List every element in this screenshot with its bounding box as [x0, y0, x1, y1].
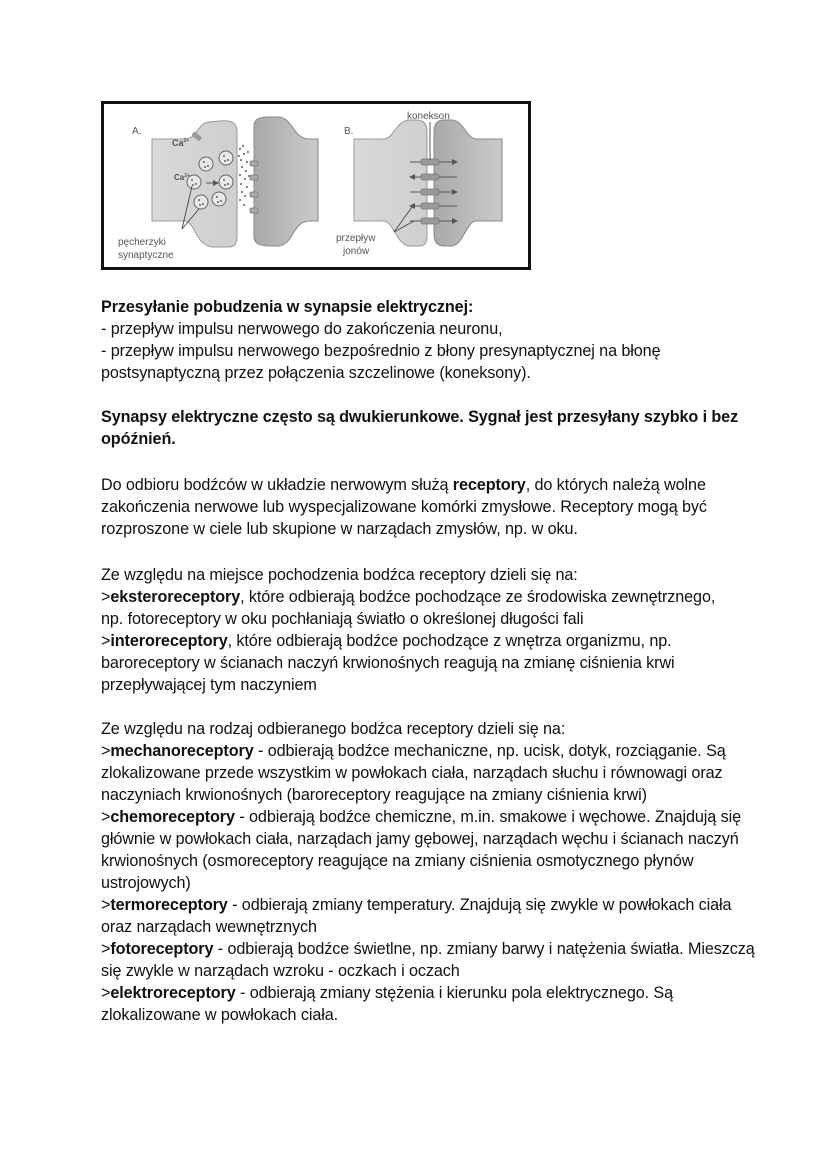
section-intro: Ze względu na rodzaj odbieranego bodźca receptory dzieli się na:	[101, 720, 566, 738]
term-fotoreceptory: fotoreceptory	[110, 940, 214, 958]
list-item: >elektroreceptory - odbierają zmiany stężenia i kierunku pola elektrycznego. Są zlokalizowane w powłokach ciała.	[101, 984, 674, 1024]
list-item: >interoreceptory, które odbierają bodźce pochodzące z wnętrza organizmu, np. baroreceptory w ścianach naczyń krwionośnych reagują na zmianę ciśnienia krwi przepływającej tym naczyniem	[101, 632, 675, 694]
list-item: >chemoreceptory - odbierają bodźce chemiczne, m.in. smakowe i węchowe. Znajdują się głównie w powłokach ciała, narządach jamy gębowej, narządach węchu i ścianach naczyń krwionośnych (osmoreceptory reagujące na zmiany ciśnienia osmotycznego płynów ustrojowych)	[101, 808, 741, 892]
list-item: >eksteroreceptory, które odbierają bodźce pochodzące ze środowiska zewnętrznego, np. fotoreceptory w oku pochłaniają światło o określonej długości fali	[101, 588, 716, 628]
list-item: >termoreceptory - odbierają zmiany temperatury. Znajdują się zwykle w powłokach ciała oraz narządach wewnętrznych	[101, 896, 732, 936]
list-item: >mechanoreceptory - odbierają bodźce mechaniczne, np. ucisk, dotyk, rozciąganie. Są zlokalizowane przede wszystkim w powłokach ciała, narządach słuchu i równowagi oraz naczyniach krwionośnych (baroreceptory reagujące na zmiany ciśnienia krwi)	[101, 742, 726, 804]
term-chemoreceptory: chemoreceptory	[110, 808, 235, 826]
synapse-diagram	[101, 101, 531, 270]
receptors-by-origin-section	[101, 564, 741, 696]
list-item: - przepływ impulsu nerwowego do zakończenia neuronu,	[101, 320, 503, 338]
electrical-synapse-transmission-section	[101, 296, 741, 384]
ion-flow-label-line2: jonów	[343, 246, 370, 257]
term-termoreceptory: termoreceptory	[110, 896, 228, 914]
list-item: - przepływ impulsu nerwowego bezpośrednio z błony presynaptycznej na błonę postsynaptyczną przez połączenia szczelinowe (koneksony).	[101, 342, 661, 382]
receptors-intro-paragraph	[101, 474, 741, 540]
svg-text:Ca2+: $Ca^{2+}$	[174, 173, 190, 182]
ion-flow-label: przepływ	[336, 233, 376, 244]
electrical-synapse-summary	[101, 406, 741, 450]
bold-statement: Synapsy elektryczne często są dwukierunkowe. Sygnał jest przesyłany szybko i bez opóźnień.	[101, 408, 739, 448]
list-item: >fotoreceptory - odbierają bodźce świetlne, np. zmiany barwy i natężenia światła. Mieszczą się zwykle w narządach wzroku - oczkach i oczach	[101, 940, 755, 980]
ca-ion-label: Ca	[172, 138, 184, 148]
panel-a-label: A.	[132, 126, 142, 137]
connexon-label: konekson	[407, 111, 450, 122]
paragraph: Do odbioru bodźców w układzie nerwowym służą receptory, do których należą wolne zakończenia nerwowe lub wyspecjalizowane komórki zmysłowe. Receptory mogą być rozproszone w ciele lub skupione w narządach zmysłów, np. w oku.	[101, 476, 707, 538]
panel-a-chemical-synapse	[118, 117, 318, 261]
term-receptory: receptory	[452, 476, 526, 494]
term-eksteroreceptory: eksteroreceptory	[110, 588, 241, 606]
term-mechanoreceptory: mechanoreceptory	[110, 742, 254, 760]
panel-b-label: B.	[344, 126, 354, 137]
receptors-by-stimulus-section	[101, 718, 761, 1026]
term-elektroreceptory: elektroreceptory	[110, 984, 236, 1002]
vesicles-label-line2: synaptyczne	[118, 250, 174, 261]
term-interoreceptory: interoreceptory	[110, 632, 228, 650]
section-heading: Przesyłanie pobudzenia w synapsie elektrycznej:	[101, 298, 474, 316]
svg-text:Ca2+: $Ca^{2+}$	[172, 138, 190, 148]
ca-ion-label: Ca	[174, 173, 185, 182]
vesicles-label: pęcherzyki	[118, 237, 166, 248]
section-intro: Ze względu na miejsce pochodzenia bodźca receptory dzieli się na:	[101, 566, 578, 584]
panel-b-electrical-synapse	[336, 111, 502, 257]
